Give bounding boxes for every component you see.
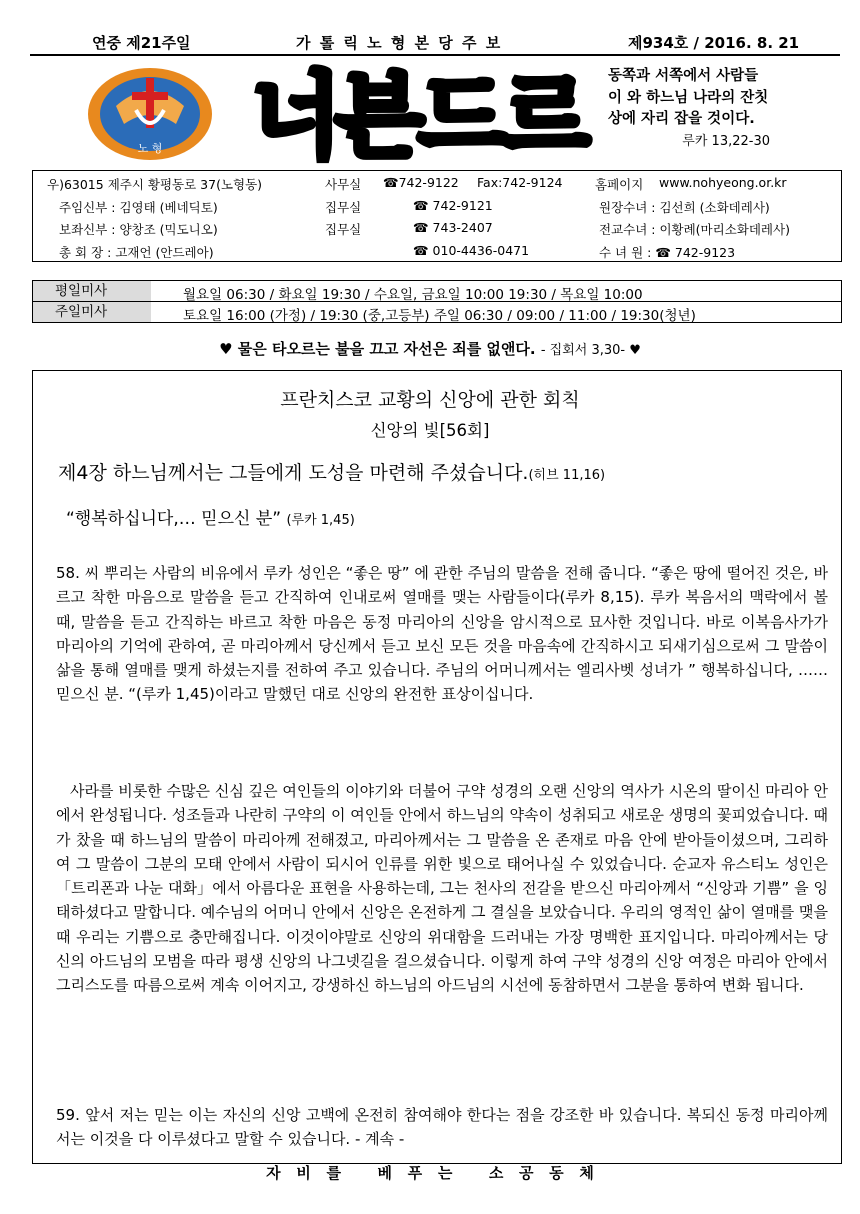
study-tel: ☎ 742-9121 xyxy=(413,197,493,213)
sunday-mass-times: 토요일 16:00 (가정) / 19:30 (중,고등부) 주일 06:30 / 09:00 / 11:00 / 19:30(청년) xyxy=(183,308,696,324)
motto-source: - 집회서 3,30- ♥ xyxy=(540,343,641,358)
missionary-sister: 전교수녀 : 이황례(마리소화데레사) xyxy=(599,222,790,237)
section-title: “행복하십니다,… 믿으신 분” xyxy=(66,509,282,529)
fax: Fax:742-9124 xyxy=(477,175,563,190)
section-ref: (루카 1,45) xyxy=(286,513,355,528)
chapter-title: 제4장 하느님께서는 그들에게 도성을 마련해 주셨습니다. xyxy=(58,462,529,484)
study-label: 집무실 xyxy=(325,199,362,215)
sunday-mass-label: 주일미사 xyxy=(33,302,151,322)
office-label: 사무실 xyxy=(325,177,362,192)
quote-ref: 루카 13,22-30 xyxy=(682,133,770,149)
paragraph-59: 59. 앞서 저는 믿는 이는 자신의 신앙 고백에 온전히 참여해야 한다는 점을 강조한 바 있습니다. 복되신 동정 마리아께서는 이것을 다 이루셨다고 말할 수 있습니다. - 계속 - xyxy=(56,1106,828,1149)
chapter-heading xyxy=(58,458,605,485)
quote-line: 상에 자리 잡을 것이다. xyxy=(608,111,755,127)
superior: 원장수녀 : 김선희 (소화데레사) xyxy=(599,199,770,215)
study-label: 집무실 xyxy=(325,222,362,237)
article-title: 프란치스코 교황의 신앙에 관한 회칙 xyxy=(280,389,580,411)
header-bar xyxy=(30,30,840,56)
weekday-mass-label: 평일미사 xyxy=(33,281,151,301)
parish-info xyxy=(32,170,842,262)
quote-line: 이 와 하느님 나라의 잔칫 xyxy=(608,89,769,106)
article-subtitle: 신앙의 빛[56회] xyxy=(370,421,490,440)
masthead-title xyxy=(252,62,584,170)
homepage-label: 홈페이지 xyxy=(595,177,644,192)
motto-text: ♥ 물은 타오르는 불을 끄고 자선은 죄를 없앤다. xyxy=(219,340,536,358)
mass-schedule xyxy=(32,280,842,323)
article-box xyxy=(32,370,842,1164)
footer-slogan: 자 비 를 베 푸 는 소 공 동 체 xyxy=(266,1164,594,1182)
address: 우)63015 제주시 황평동로 37(노형동) xyxy=(47,177,263,192)
issue-label: 제934호 / 2016. 8. 21 xyxy=(628,34,800,52)
assistant-priest: 보좌신부 : 양창조 (믹도니오) xyxy=(59,222,218,237)
homepage-link[interactable]: www.nohyeong.or.kr xyxy=(659,175,787,190)
study-tel: ☎ 743-2407 xyxy=(413,220,493,235)
weekly-quote xyxy=(608,66,840,152)
president-tel: ☎ 010-4436-0471 xyxy=(413,242,530,258)
weekday-mass-times: 월요일 06:30 / 화요일 19:30 / 수요일, 금요일 10:00 19:30 / 목요일 10:00 xyxy=(183,287,643,303)
office-tel: ☎742-9122 xyxy=(383,175,459,190)
pastor: 주임신부 : 김영태 (베네딕토) xyxy=(59,199,218,215)
logo-text: 노 형 xyxy=(137,142,163,155)
chapter-ref: (히브 11,16) xyxy=(528,468,606,483)
masthead-title-text: 너븐드르 xyxy=(252,63,584,170)
quote-line: 동쪽과 서쪽에서 사람들 xyxy=(608,68,759,84)
week-label: 연중 제21주일 xyxy=(92,34,191,52)
section-heading xyxy=(66,504,355,529)
motto xyxy=(0,338,860,359)
council-president: 총 회 장 : 고재언 (안드레아) xyxy=(59,244,214,260)
paragraph-58-continued: 사라를 비롯한 수많은 신심 깊은 여인들의 이야기와 더불어 구약 성경의 오랜 신앙의 역사가 시온의 딸이신 마리아 안에서 완성됩니다. 성조들과 나란히 구약의 이 여인들 안에서 하느님의 약속이 성취되고 새로운 생명의 꽃피었습니다. 때가 찼을 때 하느님의 말씀이 마리아께 전해졌고, 마리아께서는 그 말씀을 온 존재로 마음 안에 받아들이셨으며, 그리하여 그 말씀이 그분의 모태 안에서 사람이 되시어 인류를 위한 빛으로 태어나실 수 있었습니다. 순교자 유스티노 성인은「트리폰과 나눈 대화」에서 아름다운 표현을 사용하는데, 그는 천사의 전갈을 받으신 마리아께서 “신앙과 기쁨” 을 잉태하셨다고 말합니다. 예수님의 어머니 안에서 신앙은 온전하게 그 결실을 보았습니다. 우리의 영적인 삶이 열매를 맺을 때 우리는 기쁨으로 충만해집니다. 이것이야말로 신앙의 위대함을 드러내는 가장 명백한 표지입니다. 마리아께서는 당신의 아드님의 모범을 따라 평생 신앙의 나그넷길을 걸으셨습니다. 이렇게 하여 구약 성경의 신앙 여정은 마리아 안에서 그리스도를 따름으로써 계속 이어지고, 강생하신 하느님의 아드님의 시선에 동참하면서 그분을 통하여 변화 됩니다. xyxy=(56,782,828,995)
convent-tel: 수 녀 원 : ☎ 742-9123 xyxy=(599,244,736,260)
paragraph-58: 58. 씨 뿌리는 사람의 비유에서 루카 성인은 “좋은 땅” 에 관한 주님의 말씀을 전해 줍니다. “좋은 땅에 떨어진 것은, 바르고 착한 마음으로 말씀을 듣고 간직하여 인내로써 열매를 맺는 사람들이다(루카 8,15). 루카 복음서의 맥락에서 볼 때, 말씀을 듣고 간직하는 바르고 착한 마음은 동정 마리아의 신앙을 암시적으로 묘사한 것입니다. 바로 이복음사가가 마리아의 기억에 관하여, 곧 마리아께서 당신께서 듣고 보신 모든 것을 마음속에 간직하시고 되새기심으로써 그 말씀이 삶을 통해 열매를 맺게 하셨는지를 전하여 주고 있습니다. 주님의 어머니께서는 엘리사벳 성녀가 ” 행복하십니다, …… 믿으신 분. “(루카 1,45)이라고 말했던 대로 신앙의 완전한 표상이십니다. xyxy=(56,564,828,704)
parish-logo xyxy=(86,66,214,162)
bulletin-name: 가 톨 릭 노 형 본 당 주 보 xyxy=(296,34,503,52)
